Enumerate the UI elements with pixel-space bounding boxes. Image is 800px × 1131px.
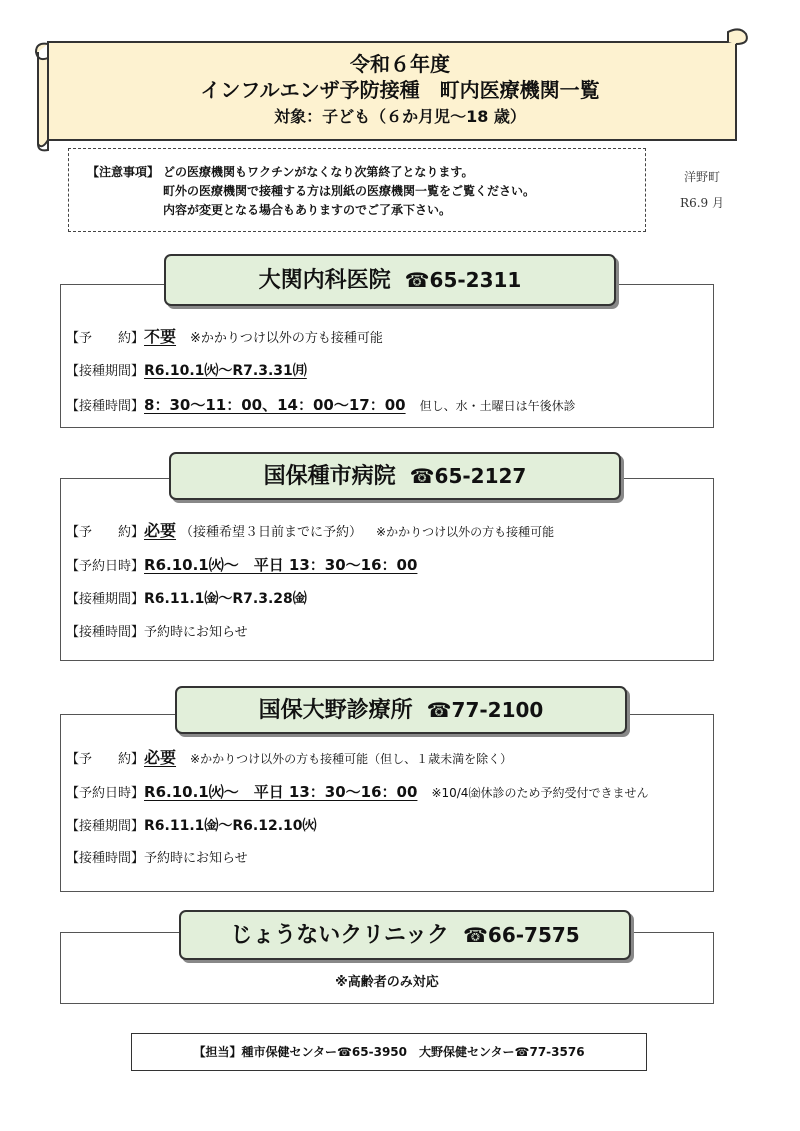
row-value: 必要 [144,748,177,767]
row-note: ※かかりつけ以外の方も接種可能 [190,331,383,346]
row-label: 【接種期間】 [66,364,145,379]
row-value: R6.10.1㈫～ 平日 13：30～16：00 [144,783,418,801]
notice-line: どの医療機関もワクチンがなくなり次第終了となります。 [163,165,474,179]
row-label: 【接種期間】 [66,592,145,607]
clinic-title [175,686,627,734]
contact-footer: 【担当】種市保健センター☎65-3950 大野保健センター☎77-3576 [131,1033,647,1071]
clinic-phone: ☎77-2100 [426,698,544,722]
row-label: 【接種時間】 [66,399,145,414]
row-value: 予約時にお知らせ [144,625,248,640]
clinic-name: 国保種市病院 [263,464,396,489]
town-info [672,164,732,216]
page-subtitle: 対象：子ども（６か月児～18 歳） [274,107,526,126]
row-value: 8：30～11：00、14：00～17：00 [144,396,406,414]
clinic-title [164,254,616,306]
row-label: 【予約日時】 [66,559,145,574]
clinic-title [169,452,621,500]
page-title-year: 令和６年度 [350,52,450,76]
row-value: R6.11.1㈮～R7.3.28㈮ [144,591,307,607]
reservation-time-row [66,783,648,803]
clinic-phone: ☎65-2127 [409,464,527,488]
clinic-phone: ☎65-2311 [404,268,522,292]
row-note: ※10/4㈮休診のため予約受付できません [431,786,649,800]
town-name: 洋野町 [683,170,720,184]
row-label: 【予 約】 [66,525,145,540]
row-label: 【接種時間】 [66,851,145,866]
row-value: R6.10.1㈫～R7.3.31㈪ [144,363,307,379]
row-value: 必要 [144,521,177,540]
reservation-time-row [66,556,417,576]
clinic-name: じょうないクリニック [230,923,449,948]
row-value: 不要 [144,327,177,346]
clinic-title [179,910,631,960]
hours-row [66,850,248,868]
clinic-name: 大関内科医院 [258,268,391,293]
reservation-row [66,522,554,542]
notice-line: 町外の医療機関で接種する方は別紙の医療機関一覧をご覧ください。 [163,184,536,198]
row-note: 但し、水・土曜日は午後休診 [419,399,576,413]
row-value: R6.11.1㈮～R6.12.10㈫ [144,818,317,834]
notice-box [68,148,646,232]
page-title: インフルエンザ予防接種 町内医療機関一覧 [200,78,600,102]
row-label: 【予 約】 [66,331,145,346]
period-row [66,362,307,381]
row-label: 【予約日時】 [66,786,145,801]
row-value: 予約時にお知らせ [144,851,248,866]
row-label: 【接種時間】 [66,625,145,640]
period-row [66,817,317,836]
row-note: ※かかりつけ以外の方も接種可能 [376,525,555,539]
period-row [66,590,307,609]
row-value-detail: （接種希望３日前までに予約） [180,525,363,540]
row-note: ※かかりつけ以外の方も接種可能（但し、１歳未満を除く） [190,752,513,766]
row-label: 【接種期間】 [66,819,145,834]
clinic-notice: ※高齢者のみ対応 [335,975,439,990]
clinic-name: 国保大野診療所 [258,698,413,723]
row-label: 【予 約】 [66,752,145,767]
issue-date: R6.9 月 [680,196,724,210]
notice-line: 内容が変更となる場合もありますのでご了承下さい。 [163,203,452,217]
hours-row [66,396,576,416]
hours-row [66,624,248,642]
row-value: R6.10.1㈫～ 平日 13：30～16：00 [144,556,418,574]
clinic-phone: ☎66-7575 [462,923,580,947]
reservation-row [66,749,512,769]
reservation-row [66,328,383,348]
notice-label: 【注意事項】 [87,165,160,179]
